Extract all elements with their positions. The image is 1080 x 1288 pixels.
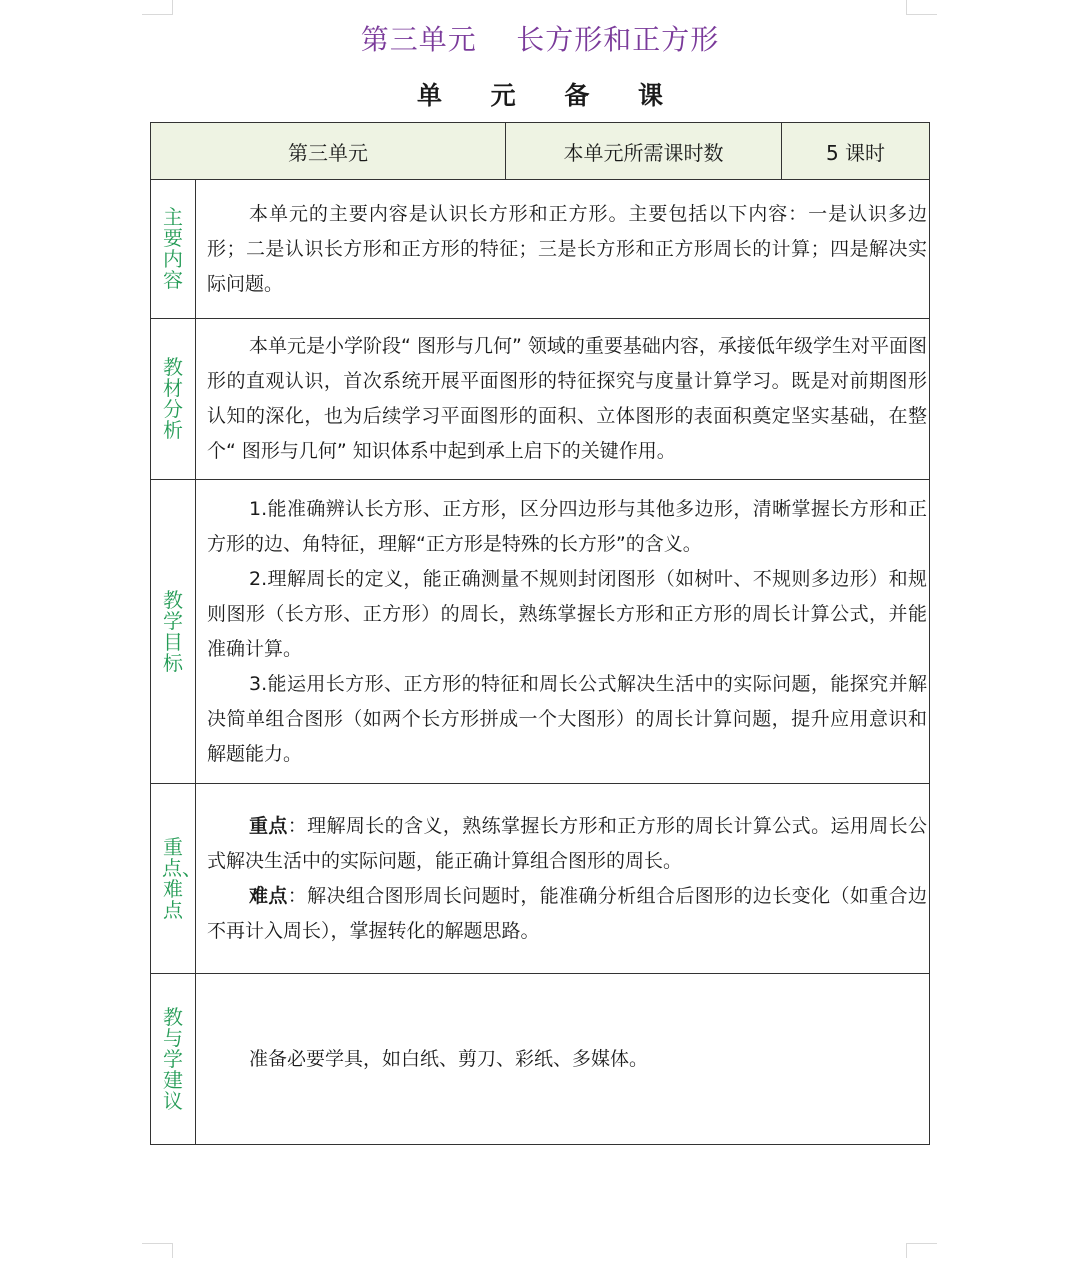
suggestions-text: 准备必要学具，如白纸、剪刀、彩纸、多媒体。: [249, 1047, 649, 1070]
teaching-goals-row: [151, 480, 930, 784]
teaching-goals-text-cell: [196, 480, 930, 784]
row-label-suggestions: 教与学建议: [151, 974, 196, 1145]
unit-name-cell: 第三单元: [151, 123, 506, 180]
key-point-label: 重点: [249, 814, 288, 837]
material-analysis-row: [151, 319, 930, 480]
key-point-text: ：理解周长的含义，熟练掌握长方形和正方形的周长计算公式。运用周长公式解决生活中的实际问题，能正确计算组合图形的周长。: [207, 814, 927, 872]
key-points-text-cell: [196, 784, 930, 974]
teaching-goal-item: 3.能运用长方形、正方形的特征和周长公式解决生活中的实际问题，能探究并解决简单组合图形（如两个长方形拼成一个大图形）的周长计算问题，提升应用意识和解题能力。: [207, 672, 927, 765]
page-subtitle: 单 元 备 课: [416, 81, 684, 110]
main-content-text-cell: [196, 180, 930, 319]
teaching-goal-item: 1.能准确辨认长方形、正方形，区分四边形与其他多边形，清晰掌握长方形和正方形的边、角特征，理解“正方形是特殊的长方形”的含义。: [207, 497, 927, 555]
material-analysis-text: 本单元是小学阶段“ 图形与几何” 领域的重要基础内容，承接低年级学生对平面图形的直观认识，首次系统开展平面图形的特征探究与度量计算学习。既是对前期图形认知的深化，也为后续学习平面图形的面积、立体图形的表面积奠定坚实基础，在整个“ 图形与几何” 知识体系中起到承上启下的关键作用。: [207, 335, 927, 462]
row-label-teaching-goals: 教学目标: [151, 480, 196, 784]
key-points-row: [151, 784, 930, 974]
main-content-row: [151, 180, 930, 319]
unit-title: 第三单元 长方形和正方形: [360, 23, 720, 56]
lesson-plan-table: [150, 122, 930, 1145]
page-corner-mark: [906, 1243, 937, 1258]
difficult-point-paragraph: [207, 879, 927, 949]
page-corner-mark: [906, 0, 937, 15]
suggestions-text-cell: [196, 974, 930, 1145]
difficult-point-label: 难点: [249, 884, 288, 907]
material-analysis-text-cell: [196, 319, 930, 480]
difficult-point-text: ：解决组合图形周长问题时，能准确分析组合后图形的边长变化（如重合边不再计入周长），掌握转化的解题思路。: [207, 884, 927, 942]
hours-label-cell: 本单元所需课时数: [506, 123, 782, 180]
row-label-main-content: 主要内容: [151, 180, 196, 319]
row-label-key-points: 重点、难点: [151, 784, 196, 974]
teaching-goal-item: 2.理解周长的定义，能正确测量不规则封闭图形（如树叶、不规则多边形）和规则图形（长方形、正方形）的周长，熟练掌握长方形和正方形的周长计算公式，并能准确计算。: [207, 567, 927, 660]
suggestions-row: [151, 974, 930, 1145]
hours-value-cell: 5 课时: [782, 123, 930, 180]
page-corner-mark: [142, 1243, 173, 1258]
row-label-material-analysis: 教材分析: [151, 319, 196, 480]
main-content-text: 本单元的主要内容是认识长方形和正方形。主要包括以下内容：一是认识多边形；二是认识长方形和正方形的特征；三是长方形和正方形周长的计算；四是解决实际问题。: [207, 202, 927, 295]
table-header-row: [151, 123, 930, 180]
page-corner-mark: [142, 0, 173, 15]
key-point-paragraph: [207, 809, 927, 879]
